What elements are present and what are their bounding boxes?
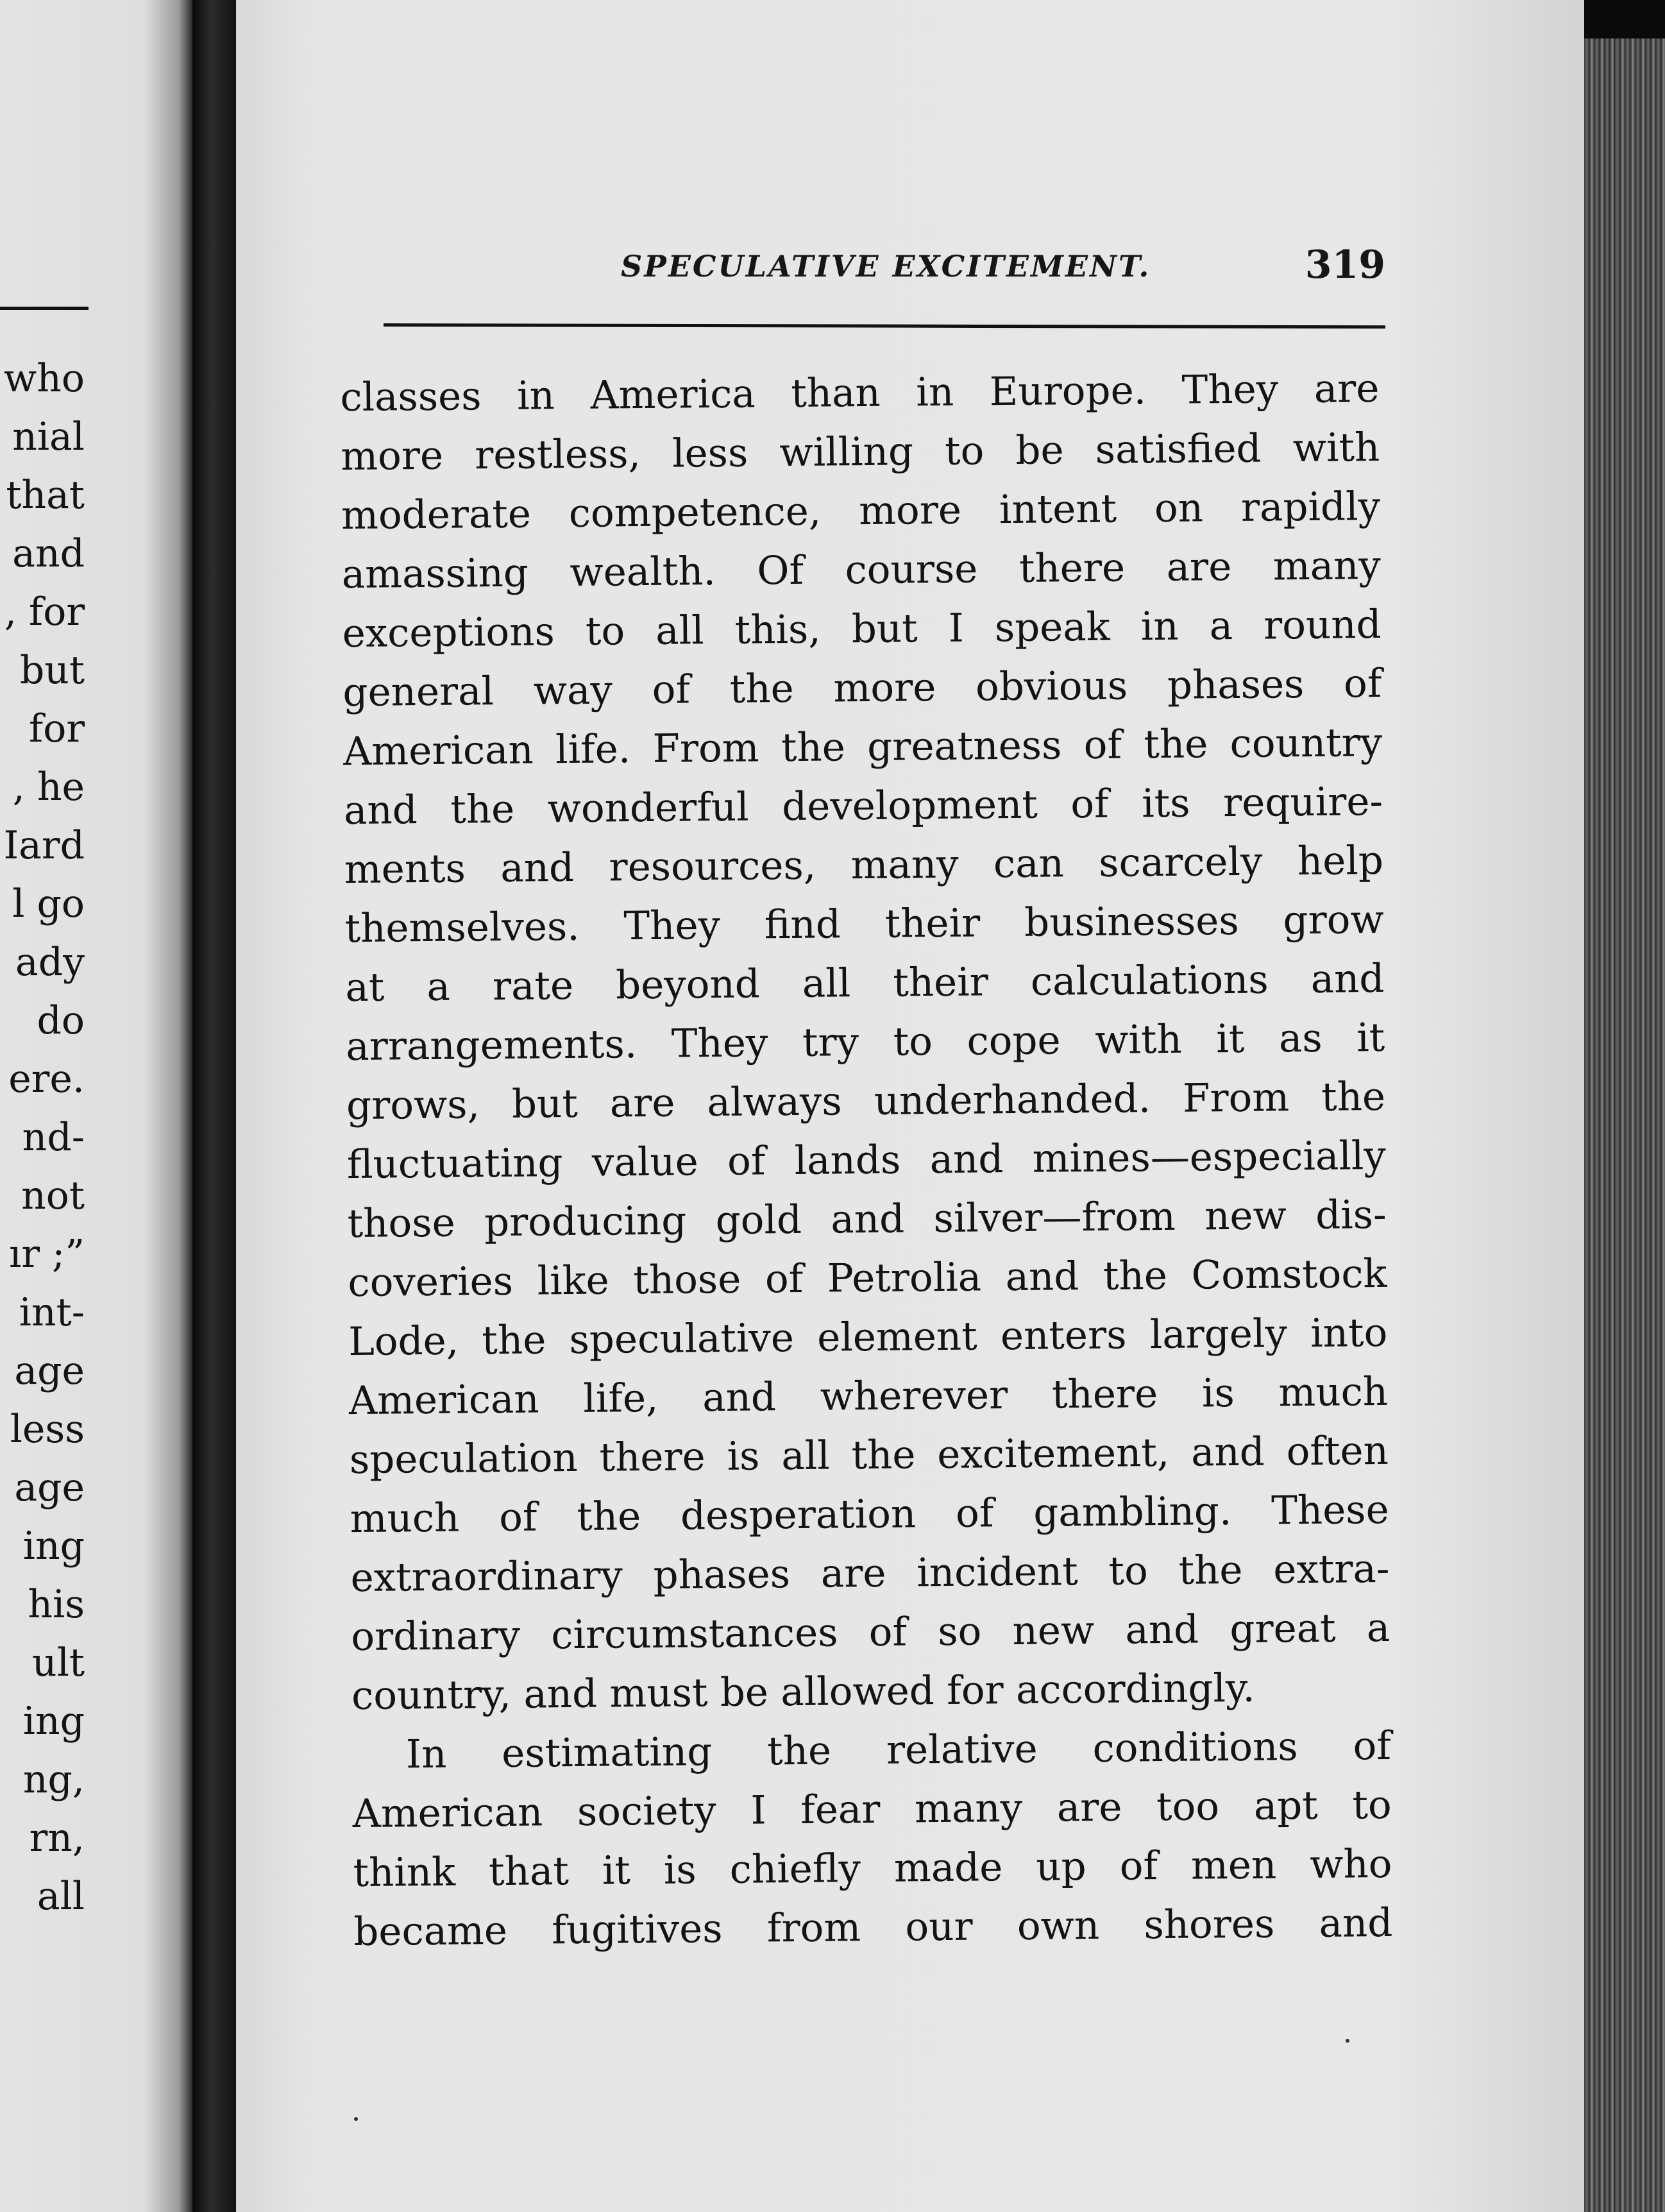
text-line: think that it is chiefly made up of men who bbox=[353, 1841, 1392, 1896]
left-page-line: Iard bbox=[3, 823, 85, 868]
left-page-line: , he bbox=[12, 765, 85, 810]
text-line: extraordinary phases are incident to the extra- bbox=[350, 1545, 1390, 1601]
left-page-line: ere. bbox=[8, 1057, 85, 1102]
left-page-line: for bbox=[28, 706, 85, 751]
text-line: fluctuating value of lands and mines—especially bbox=[346, 1132, 1387, 1188]
text-line: more restless, less willing to be satisfied with bbox=[340, 424, 1380, 480]
left-page-line: ult bbox=[32, 1640, 85, 1685]
text-line: themselves. They find their businesses grow bbox=[344, 896, 1384, 952]
text-line: classes in America than in Europe. They are bbox=[340, 365, 1380, 421]
page-number: 319 bbox=[1305, 242, 1385, 287]
left-page-line: nial bbox=[12, 414, 85, 459]
left-page-line: do bbox=[37, 998, 85, 1043]
text-line: Lode, the speculative element enters largely into bbox=[348, 1309, 1388, 1365]
left-page-line: ır ;” bbox=[9, 1232, 85, 1277]
left-page-text bbox=[3, 350, 85, 1926]
left-page-line: age bbox=[14, 1465, 85, 1510]
background-shadow bbox=[1584, 0, 1665, 38]
left-page-line: nd- bbox=[22, 1115, 85, 1160]
left-page-line: ing bbox=[22, 1699, 85, 1744]
text-line: much of the desperation of gambling. These bbox=[350, 1486, 1389, 1542]
text-line: American society I fear many are too apt to bbox=[352, 1782, 1392, 1837]
text-line: those producing gold and silver—from new dis- bbox=[347, 1191, 1387, 1247]
text-line: amassing wealth. Of course there are many bbox=[341, 542, 1382, 598]
left-page-line: but bbox=[19, 648, 85, 693]
left-page-line: all bbox=[37, 1874, 85, 1919]
left-page-line: that bbox=[6, 473, 85, 518]
left-page-line: not bbox=[21, 1173, 85, 1218]
scan-speck bbox=[354, 2117, 358, 2121]
running-title: SPECULATIVE EXCITEMENT. bbox=[621, 249, 1151, 284]
text-line: country, and must be allowed for accordingly. bbox=[351, 1665, 1256, 1719]
text-line: moderate competence, more intent on rapidly bbox=[341, 483, 1381, 539]
left-page-line: less bbox=[10, 1407, 85, 1452]
left-page-line: , for bbox=[4, 590, 85, 634]
text-line: arrangements. They try to cope with it as it bbox=[345, 1014, 1385, 1070]
left-page bbox=[0, 0, 192, 2212]
left-page-line: rn, bbox=[29, 1816, 85, 1860]
text-line: general way of the more obvious phases of bbox=[342, 660, 1382, 716]
text-line: grows, but are always underhanded. From the bbox=[346, 1073, 1386, 1129]
left-page-line: who bbox=[3, 356, 85, 401]
text-line: American life. From the greatness of the country bbox=[342, 719, 1383, 775]
left-page-line: his bbox=[28, 1582, 85, 1627]
text-line: ordinary circumstances of so new and great a bbox=[351, 1604, 1390, 1660]
page-edges bbox=[1584, 38, 1665, 2212]
left-page-line: and bbox=[12, 531, 85, 576]
left-page-line: int- bbox=[19, 1290, 85, 1335]
running-head bbox=[385, 242, 1385, 307]
left-page-line: l go bbox=[12, 881, 85, 926]
left-page-line: age bbox=[14, 1348, 85, 1393]
text-line: In estimating the relative conditions of bbox=[405, 1723, 1392, 1778]
left-page-line: ng, bbox=[22, 1757, 85, 1802]
book-gutter bbox=[192, 0, 236, 2212]
text-line: American life, and wherever there is much bbox=[348, 1368, 1389, 1424]
scan-speck bbox=[1346, 2039, 1349, 2043]
left-page-line: ady bbox=[15, 940, 85, 985]
text-line: became fugitives from our own shores and bbox=[353, 1900, 1393, 1955]
text-line: exceptions to all this, but I speak in a round bbox=[342, 601, 1382, 657]
left-page-line: ing bbox=[22, 1524, 85, 1569]
text-line: coveries like those of Petrolia and the Comstock bbox=[348, 1250, 1387, 1306]
body-text bbox=[340, 359, 1393, 1962]
text-line: and the wonderful development of its require- bbox=[343, 778, 1383, 834]
text-line: at a rate beyond all their calculations and bbox=[345, 955, 1385, 1011]
left-page-rule bbox=[0, 307, 89, 310]
text-line: ments and resources, many can scarcely help bbox=[344, 837, 1384, 893]
text-line: speculation there is all the excitement, and often bbox=[349, 1427, 1389, 1483]
